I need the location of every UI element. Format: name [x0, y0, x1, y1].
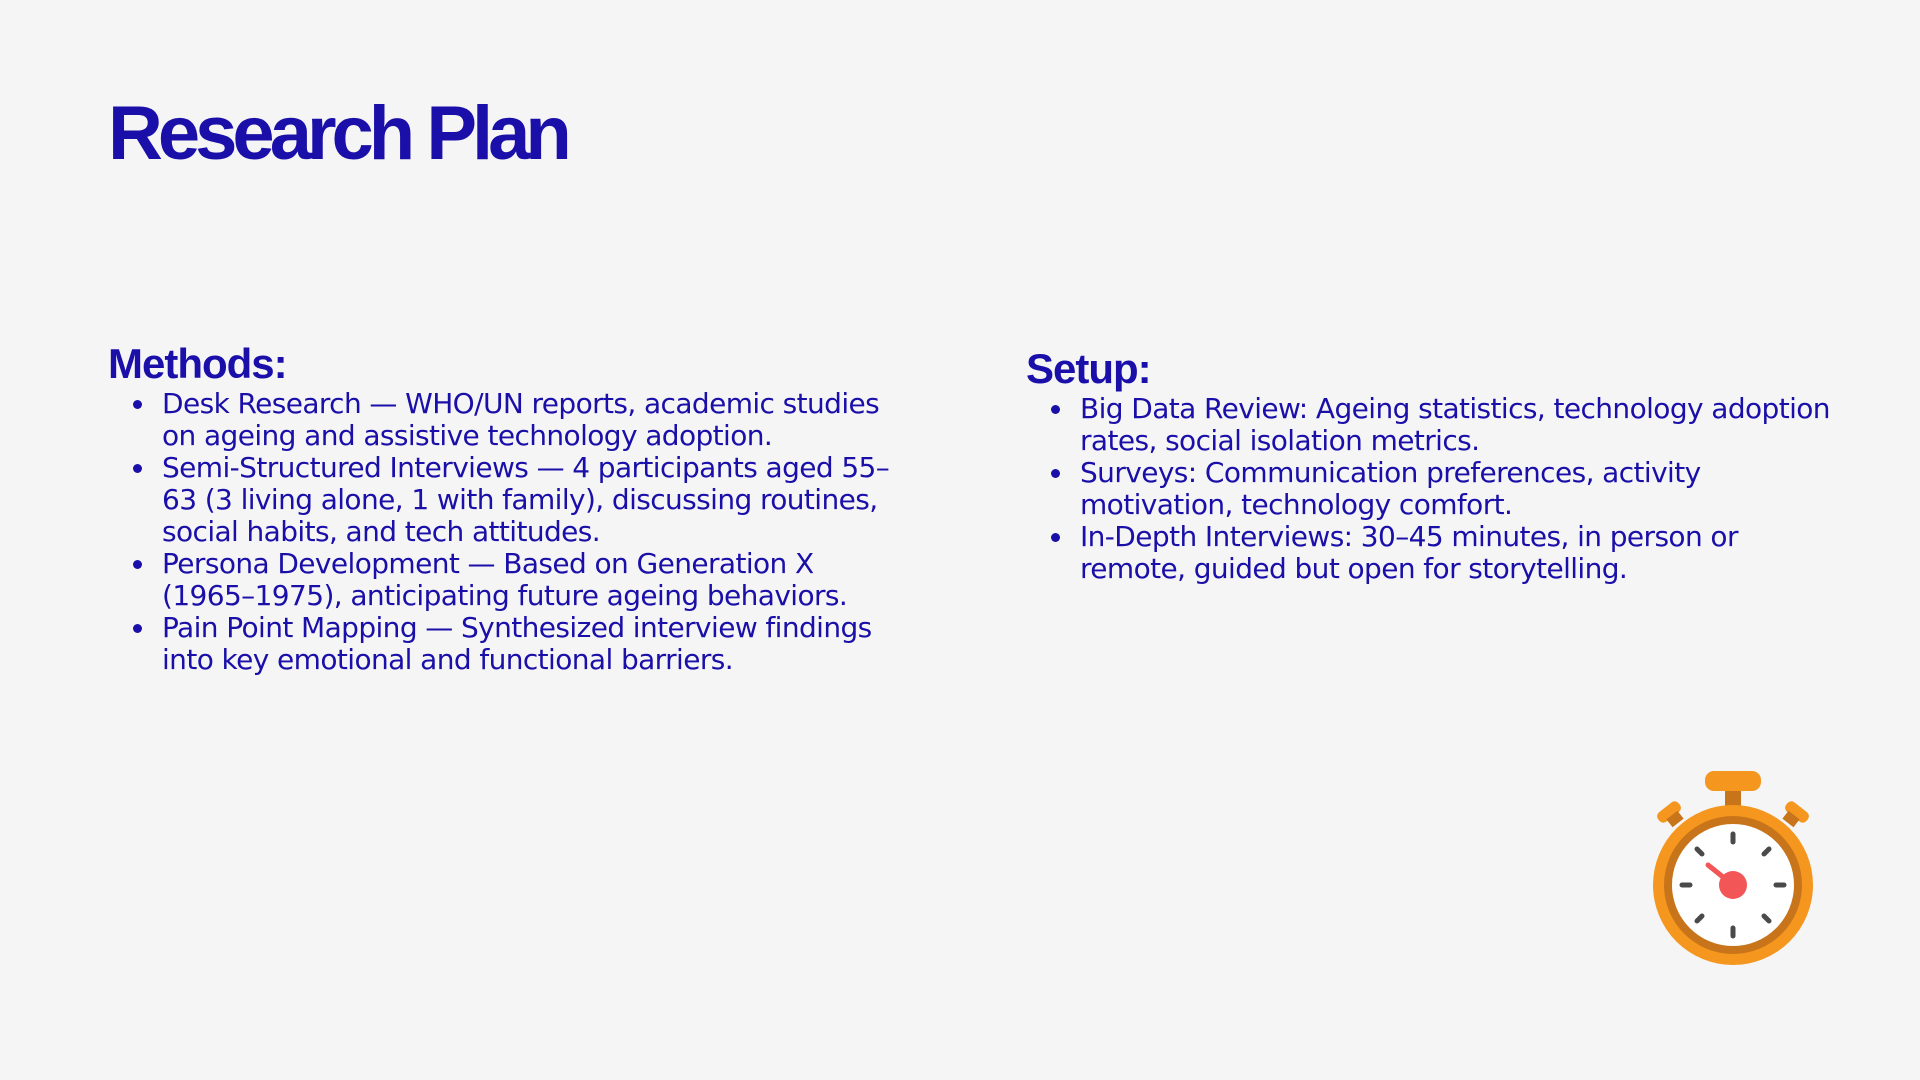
- list-item: Semi-Structured Interviews — 4 participants aged 55–63 (3 living alone, 1 with family), discussing routines, social habits, and tech attitudes.: [108, 452, 892, 548]
- list-item: In-Depth Interviews: 30–45 minutes, in person or remote, guided but open for storytelling.: [1026, 521, 1830, 585]
- list-item: Desk Research — WHO/UN reports, academic studies on ageing and assistive technology adoption.: [108, 388, 892, 452]
- setup-section: [1026, 345, 1830, 585]
- methods-heading: Methods:: [108, 340, 287, 387]
- methods-list: [108, 388, 908, 676]
- methods-section: [108, 340, 908, 676]
- list-item: Surveys: Communication preferences, activity motivation, technology comfort.: [1026, 457, 1830, 521]
- list-item: Persona Development — Based on Generation X (1965–1975), anticipating future ageing behaviors.: [108, 548, 892, 612]
- page-title: Research Plan: [108, 91, 567, 176]
- stopwatch-hub: [1719, 871, 1747, 899]
- setup-heading: Setup:: [1026, 345, 1151, 392]
- stopwatch-icon: [1648, 768, 1818, 968]
- stopwatch-crown: [1705, 771, 1761, 810]
- setup-list: [1026, 392, 1830, 585]
- list-item: Pain Point Mapping — Synthesized interview findings into key emotional and functional barriers.: [108, 612, 892, 676]
- list-item: Big Data Review: Ageing statistics, technology adoption rates, social isolation metrics.: [1026, 393, 1830, 457]
